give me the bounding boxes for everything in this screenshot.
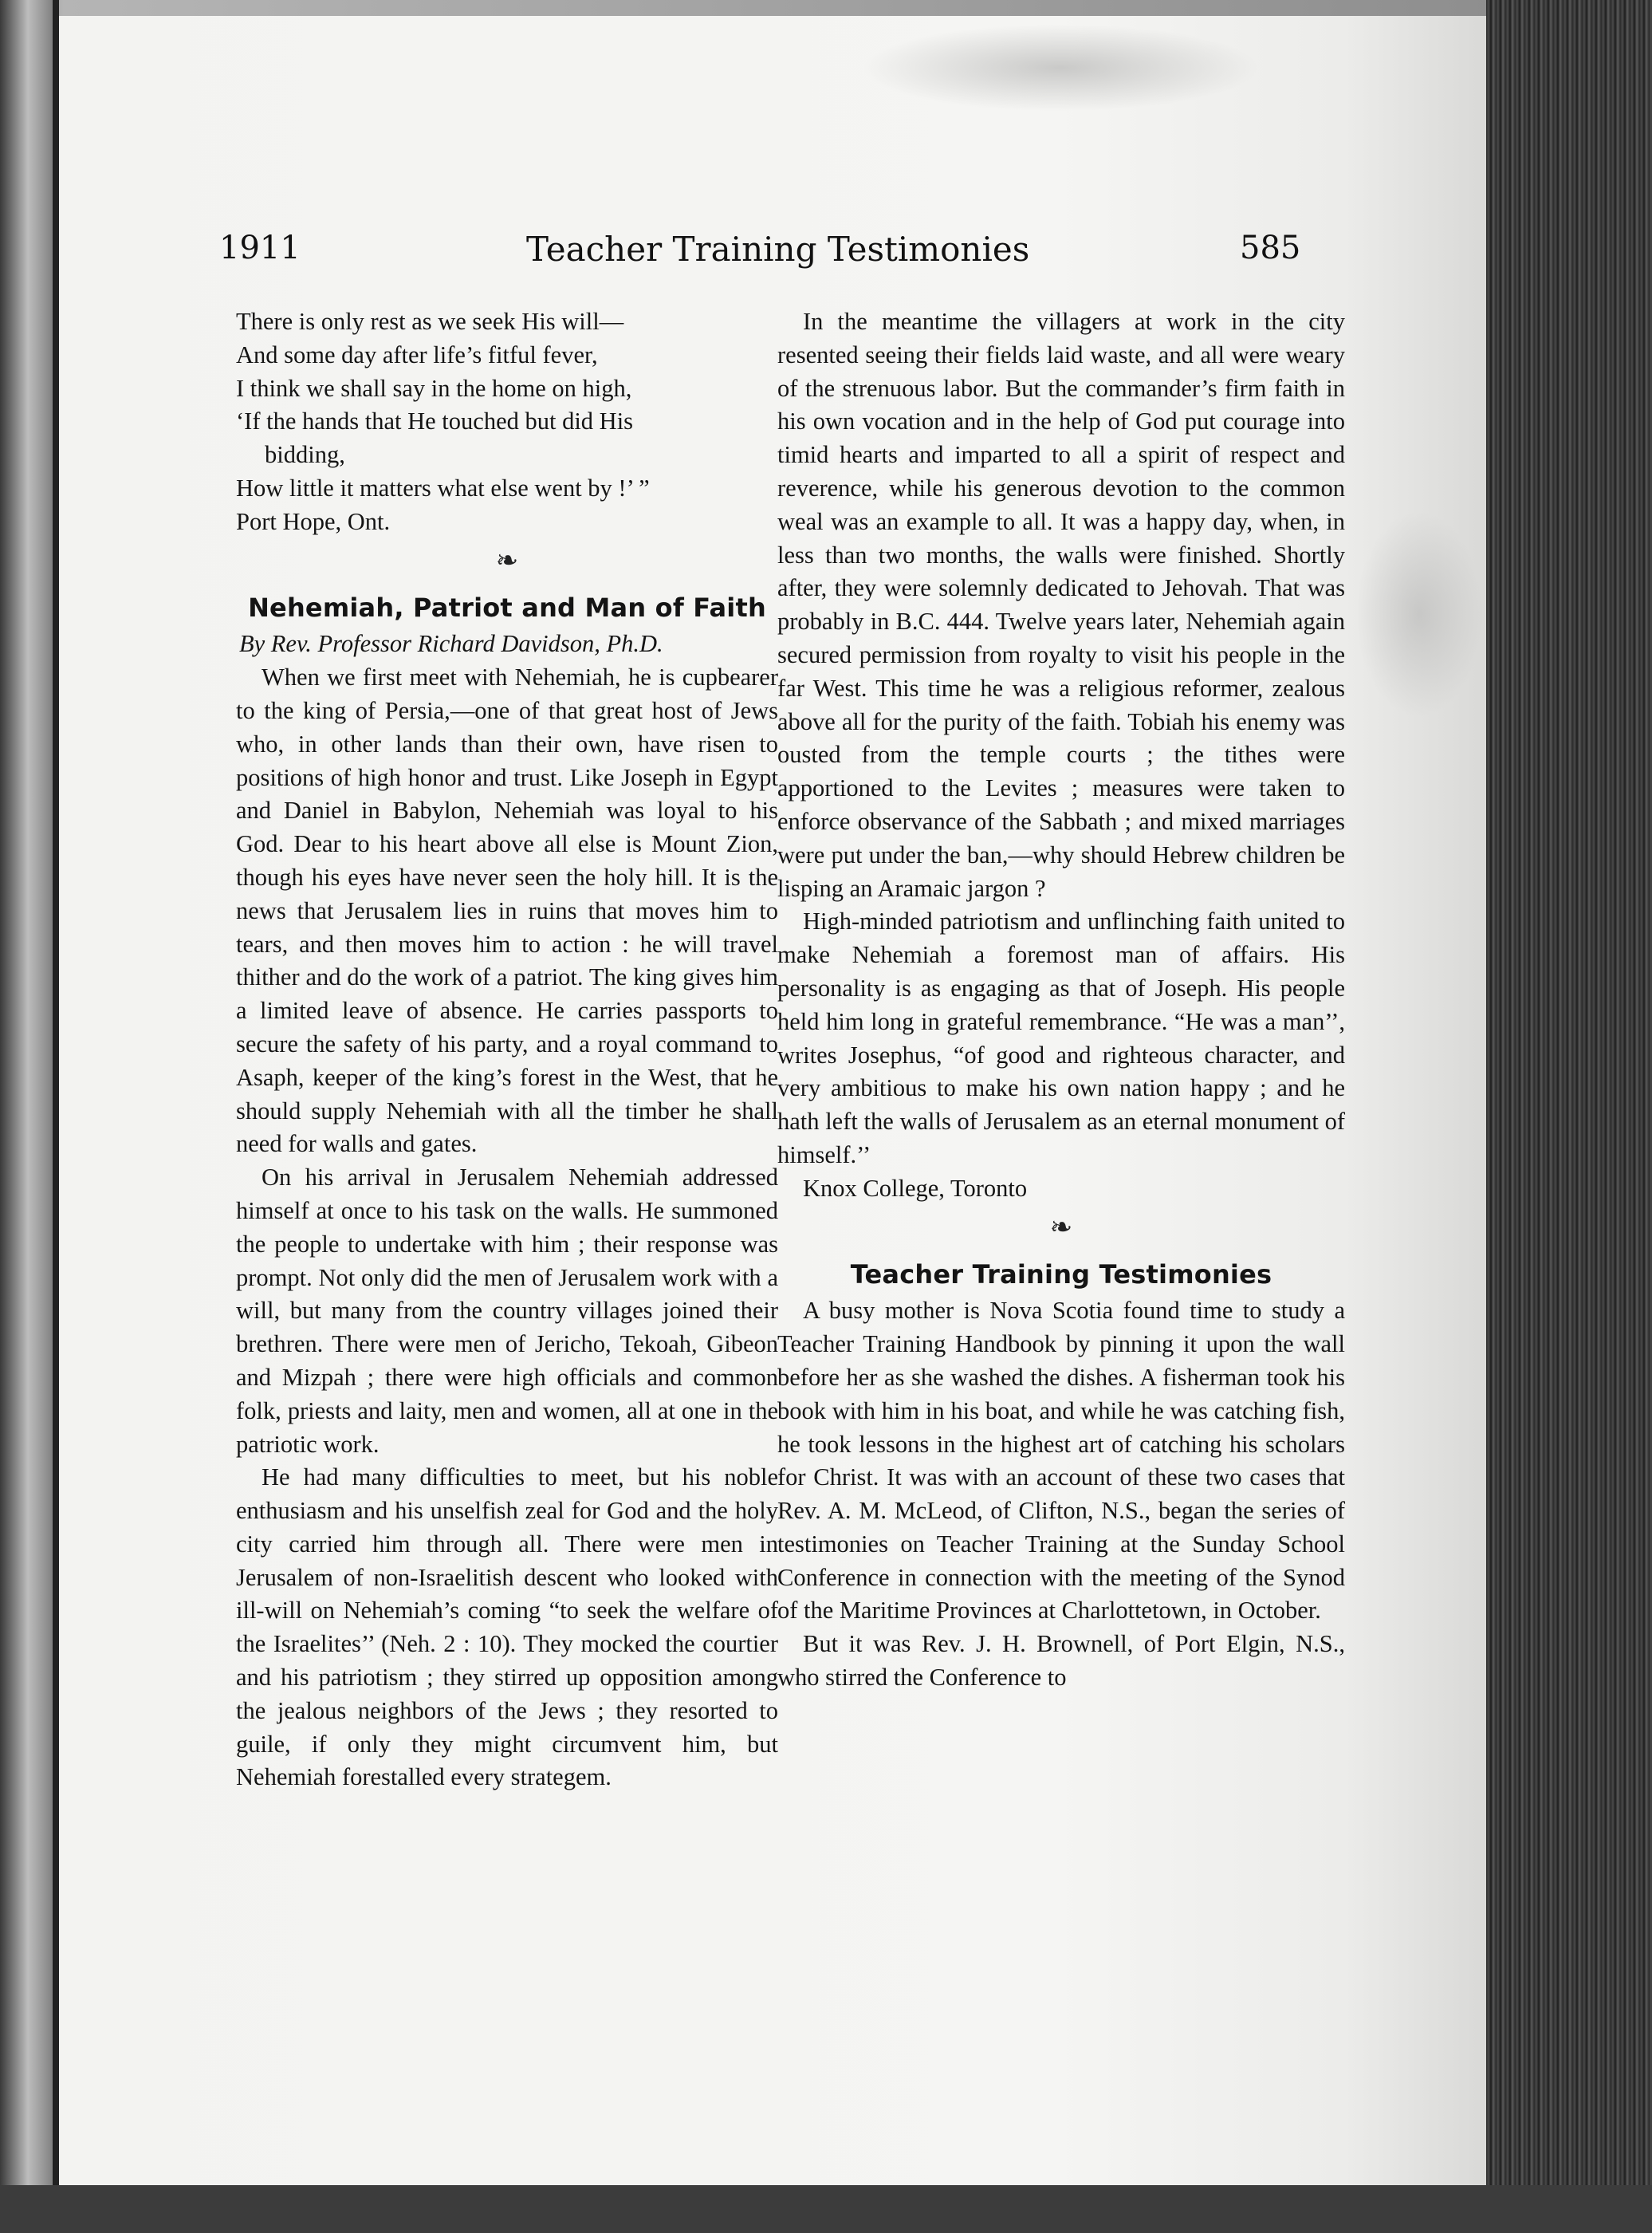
bottom-shadow (0, 2185, 1652, 2233)
paragraph: High-minded patriotism and unflinching faith united to make Nehemiah a foremost man of affairs. His personality is as engaging as that of Joseph. His people held him long in grateful remembrance. “He was a man’’, writes Josephus, “of good and righteous character, and very ambitious to make his own nation happy ; and he hath left the walls of Jerusalem as an eternal monument of himself.’’ (777, 908, 1345, 1168)
page-stain (1355, 510, 1483, 718)
page-number: 585 (1240, 230, 1301, 266)
paragraph: When we first meet with Nehemiah, he is cupbearer to the king of Persia,—one of that great host of Jews who, in other lands than their own, have risen to positions of high honor and trust. Like Joseph in Egypt and Daniel in Babylon, Nehemiah was loyal to his God. Dear to his heart above all else is Mount Zion, though his eyes have never seen the holy hill. It is the news that Jerusalem lies in ruins that moves him to tears, and then moves him to action : he will travel thither and do the work of a patriot. The king gives him a limited leave of absence. He carries passports to secure the safety of his party, and a royal command to Asaph, keeper of the king’s forest in the West, that he should supply Nehemiah with all the timber he shall need for walls and gates. (236, 664, 778, 1158)
paragraph: In the meantime the villagers at work in the city resented seeing their fields laid waste, and all were weary of the strenuous labor. But the commander’s firm faith in his own vocation and in the help of God put courage into timid hearts and imparted to all a spirit of respect and reverence, while his generous devotion to the common weal was an example to all. It was a happy day, when, in less than two months, the walls were finished. Shortly after, they were solemnly dedicated to Jehovah. That was probably in B.C. 444. Twelve years later, Nehemiah again secured permission from royalty to visit his people in the far West. This time he was a religious reformer, zealous above all for the purity of the faith. Tobiah his enemy was ousted from the temple courts ; the tithes were apportioned to the Levites ; measures were taken to enforce observance of the Sabbath ; and mixed marriages were put under the ban,—why should Hebrew children be lisping an Aramaic jargon ? (777, 308, 1345, 902)
paragraph: He had many difficulties to meet, but his noble enthusiasm and his unselfish zeal for God and the holy city carried him through all. There were men in Jerusalem of non-Israelitish descent who looked with ill-will on Nehemiah’s coming “to seek the welfare of the Israelites’’ (Neh. 2 : 10). They mocked the courtier and his patriotism ; they stirred up opposition among the jealous neighbors of the Jews ; they resorted to guile, if only they might circumvent him, but Nehemiah forestalled every strategem. (236, 1463, 778, 1791)
paragraph: On his arrival in Jerusalem Nehemiah addressed himself at once to his task on the walls. He summoned the people to undertake with him ; their response was prompt. Not only did the men of Jerusalem work with a will, but many from the country villages joined their brethren. There were men of Jericho, Tekoah, Gibeon and Mizpah ; there were high officials and common folk, priests and laity, men and women, all at one in the patriotic work. (236, 1164, 778, 1458)
running-head-year: 1911 (219, 230, 301, 266)
poem-signoff: Port Hope, Ont. (236, 507, 391, 535)
ornament-icon: ❧ (495, 545, 519, 576)
left-page-edge (0, 0, 56, 2233)
left-column (236, 305, 778, 1794)
article-title: Teacher Training Testimonies (850, 1258, 1272, 1290)
poem-line: ‘If the hands that He touched but did His (236, 408, 634, 435)
paragraph: But it was Rev. J. H. Brownell, of Port Elgin, N.S., who stirred the Conference to (777, 1630, 1345, 1691)
paragraph: A busy mother is Nova Scotia found time to study a Teacher Training Handbook by pinning it upon the wall before her as she washed the dishes. A fisherman took his book with him in his boat, and while he was catching fish, he took lessons in the highest art of catching his scholars for Christ. It was with an account of these two cases that Rev. A. M. McLeod, of Clifton, N.S., began the series of testimonies on Teacher Training at the Sunday School Conference in connection with the meeting of the Synod of the Maritime Provinces at Charlottetown, in October. (777, 1297, 1345, 1625)
poem (236, 305, 778, 539)
poem-line: bidding, (265, 441, 345, 469)
running-head-title: Teacher Training Testimonies (526, 230, 1030, 269)
article-signoff: Knox College, Toronto (803, 1174, 1028, 1202)
poem-line: There is only rest as we seek His will— (236, 308, 624, 335)
right-column (777, 305, 1345, 1695)
ornament-icon: ❧ (1049, 1212, 1073, 1243)
poem-line: How little it matters what else went by !’ ” (236, 474, 650, 502)
book-gutter (53, 0, 59, 2233)
article-byline: By Rev. Professor Richard Davidson, Ph.D. (239, 630, 663, 658)
page-smudge (861, 24, 1260, 112)
poem-line: And some day after life’s fitful fever, (236, 341, 598, 368)
right-page-edges (1486, 0, 1652, 2233)
poem-line: I think we shall say in the home on high, (236, 374, 632, 402)
article-title: Nehemiah, Patriot and Man of Faith (248, 592, 766, 623)
